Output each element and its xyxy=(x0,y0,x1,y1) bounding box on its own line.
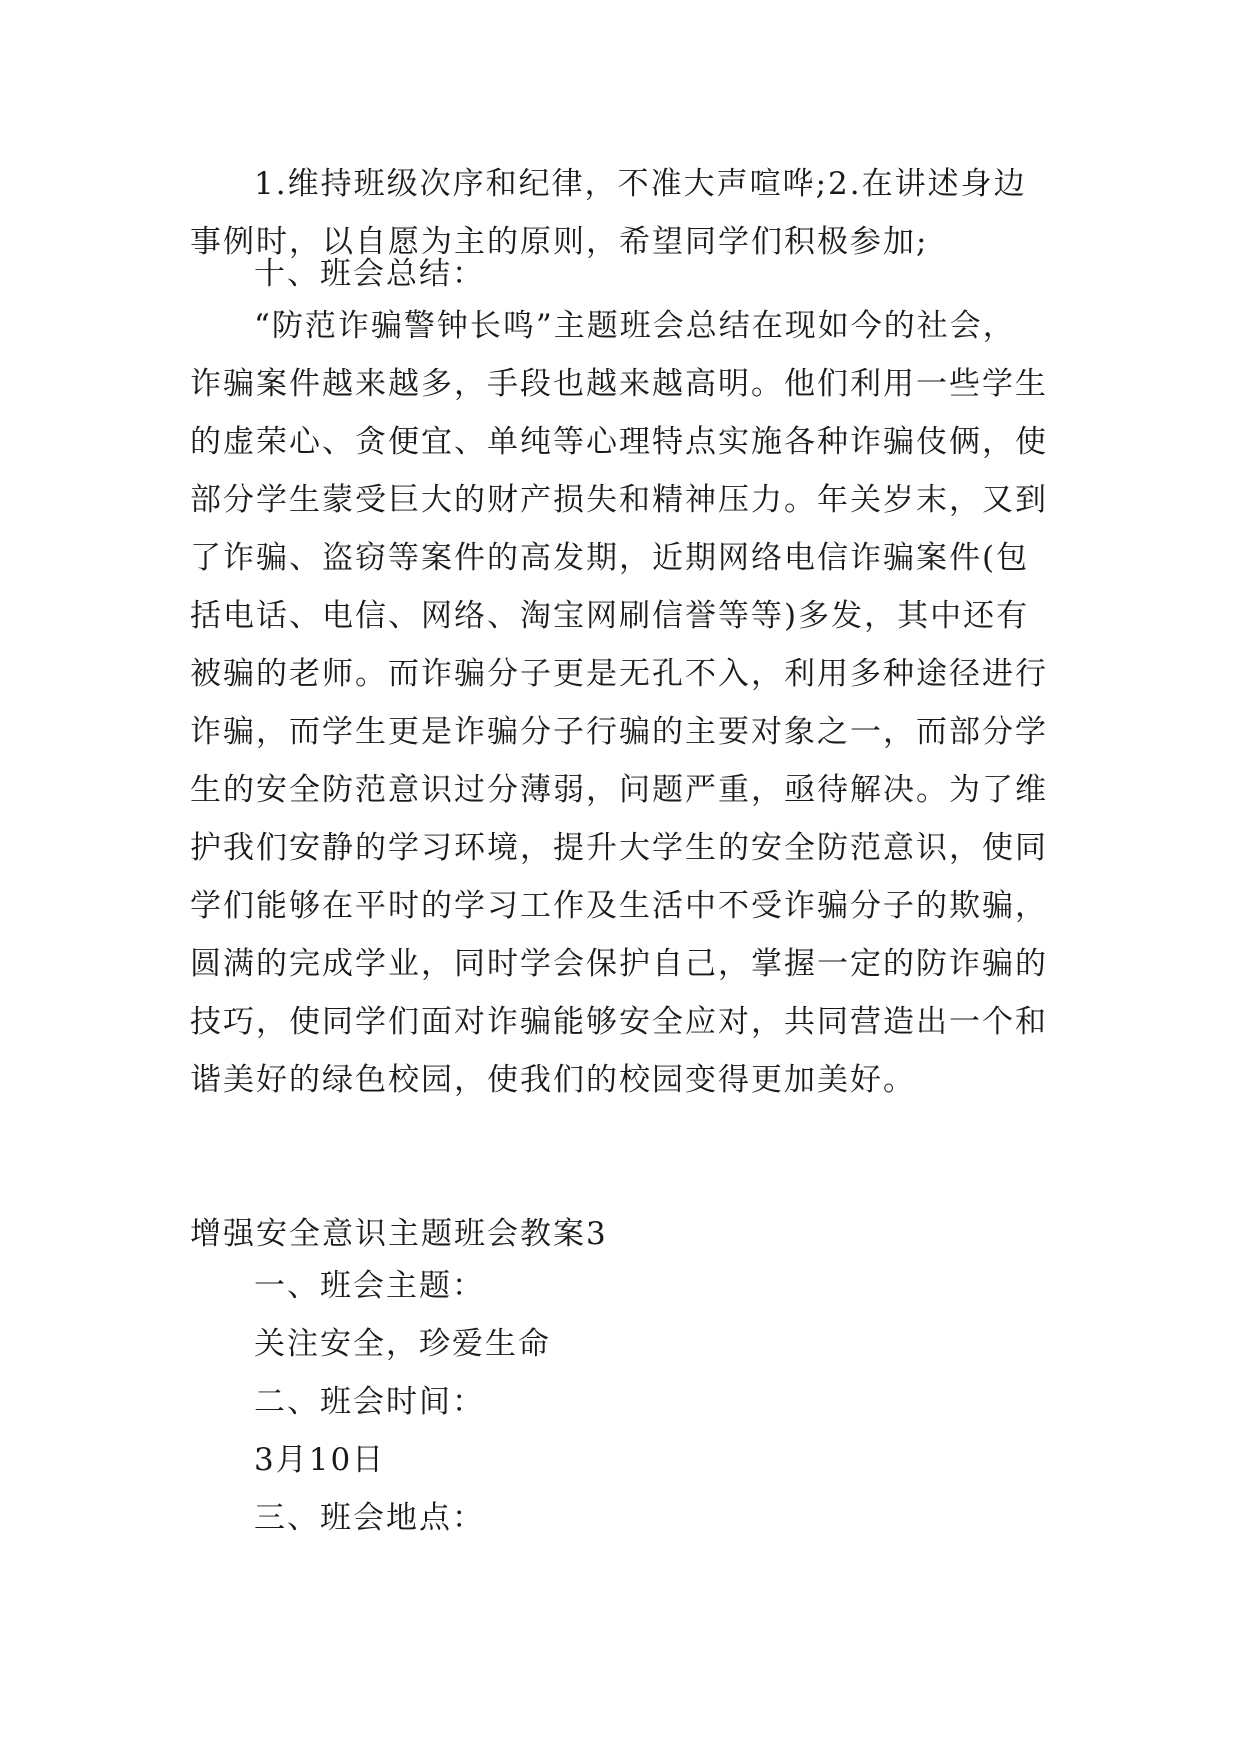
summary-line-2: 诈骗案件越来越多，手段也越来越高明。他们利用一些学生 xyxy=(190,366,1048,402)
section-title-block xyxy=(190,1205,1055,1263)
item-location-heading: 三、班会地点： xyxy=(254,1500,485,1536)
item-time-heading: 二、班会时间： xyxy=(254,1384,485,1420)
summary-paragraph xyxy=(190,297,1055,1109)
item-time-value: 3月10日 xyxy=(254,1442,386,1478)
summary-line-11: 学们能够在平时的学习工作及生活中不受诈骗分子的欺骗， xyxy=(190,888,1048,924)
summary-line-1: “防范诈骗警钟长鸣”主题班会总结在现如今的社会， xyxy=(254,308,1016,344)
summary-line-8: 诈骗，而学生更是诈骗分子行骗的主要对象之一，而部分学 xyxy=(190,714,1048,750)
section-title: 增强安全意识主题班会教案3 xyxy=(190,1216,608,1252)
summary-line-7: 被骗的老师。而诈骗分子更是无孔不入，利用多种途径进行 xyxy=(190,656,1048,692)
summary-line-6: 括电话、电信、网络、淘宝网刷信誉等等)多发，其中还有 xyxy=(190,598,1030,634)
summary-heading-block xyxy=(190,245,1055,303)
summary-line-4: 部分学生蒙受巨大的财产损失和精神压力。年关岁末，又到 xyxy=(190,482,1048,518)
rules-line-1: 1.维持班级次序和纪律，不准大声喧哗;2.在讲述身边 xyxy=(254,166,1027,202)
summary-heading: 十、班会总结： xyxy=(254,256,485,292)
item-theme-heading: 一、班会主题： xyxy=(254,1268,485,1304)
summary-line-10: 护我们安静的学习环境，提升大学生的安全防范意识，使同 xyxy=(190,830,1048,866)
item-theme-value: 关注安全，珍爱生命 xyxy=(254,1326,551,1362)
summary-line-12: 圆满的完成学业，同时学会保护自己，掌握一定的防诈骗的 xyxy=(190,946,1048,982)
rules-line-2: 事例时，以自愿为主的原则，希望同学们积极参加; xyxy=(190,224,929,260)
summary-line-9: 生的安全防范意识过分薄弱，问题严重，亟待解决。为了维 xyxy=(190,772,1048,808)
summary-line-14: 谐美好的绿色校园，使我们的校园变得更加美好。 xyxy=(190,1062,916,1098)
lesson-plan-items xyxy=(190,1257,1055,1547)
summary-line-13: 技巧，使同学们面对诈骗能够安全应对，共同营造出一个和 xyxy=(190,1004,1048,1040)
summary-line-3: 的虚荣心、贪便宜、单纯等心理特点实施各种诈骗伎俩，使 xyxy=(190,424,1048,460)
summary-line-5: 了诈骗、盗窃等案件的高发期，近期网络电信诈骗案件(包 xyxy=(190,540,1030,576)
